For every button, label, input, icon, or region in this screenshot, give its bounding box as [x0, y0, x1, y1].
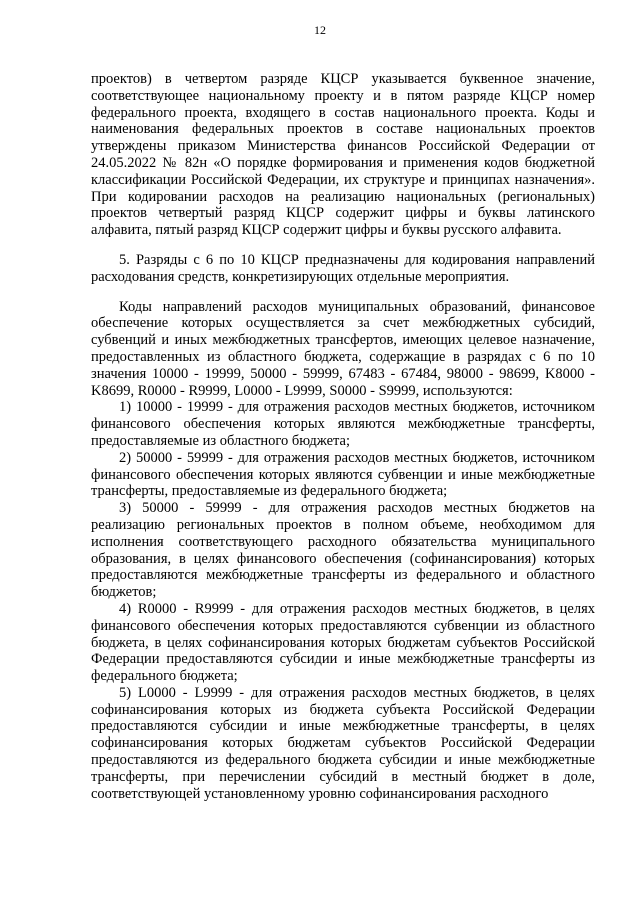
list-item-4: 4) R0000 - R9999 - для отражения расходов местных бюджетов, в целях финансового обеспечения которых предоставляются субвенции из областного бюджета, в целях софинансирования которых бюджетам субъектов Российской Федерации предоставляются субсидии и иные межбюджетные трансферты из федерального бюджета;	[91, 600, 595, 685]
list-item-2: 2) 50000 - 59999 - для отражения расходов местных бюджетов, источником финансового обеспечения которых являются субвенции и иные межбюджетные трансферты, предоставляемые из федерального бюджета;	[91, 449, 595, 500]
paragraph-expense-codes: Коды направлений расходов муниципальных образований, финансовое обеспечение которых осуществляется за счет межбюджетных субсидий, субвенций и иных межбюджетных трансфертов, имеющих целевое назначение, предоставленных из областного бюджета, содержащие в разрядах с 6 по 10 значения 10000 - 19999, 50000 - 59999, 67483 - 67484, 98000 - 98699, K8000 - K8699, R0000 - R9999, L0000 - L9999, S0000 - S9999, используются:	[91, 298, 595, 399]
paragraph-section-5: 5. Разряды с 6 по 10 КЦСР предназначены для кодирования направлений расходования средств, конкретизирующих отдельные мероприятия.	[91, 251, 595, 285]
list-item-5: 5) L0000 - L9999 - для отражения расходов местных бюджетов, в целях софинансирования которых из бюджета субъекта Российской Федерации предоставляются субсидии и иные межбюджетные трансферты, в целях софинансирования которых бюджетам субъектов Российской Федерации предоставляются из федерального бюджета субсидии и иные межбюджетные трансферты, при перечислении субсидий в местный бюджет в доле, соответствующей установленному уровню софинансирования расходного	[91, 684, 595, 802]
list-item-1: 1) 10000 - 19999 - для отражения расходов местных бюджетов, источником финансового обеспечения которых являются межбюджетные трансферты, предоставляемые из областного бюджета;	[91, 399, 595, 449]
paragraph-national-projects: проектов) в четвертом разряде КЦСР указывается буквенное значение, соответствующее национальному проекту и в пятом разряде КЦСР номер федерального проекта, входящего в состав национального проекта. Коды и наименования федеральных проектов в составе национальных проектов утверждены приказом Министерства финансов Российской Федерации от 24.05.2022 № 82н «О порядке формирования и применения кодов бюджетной классификации Российской Федерации, их структуре и принципах назначения». При кодировании расходов на реализацию национальных (региональных) проектов четвертый разряд КЦСР содержит цифры и буквы латинского алфавита, пятый разряд КЦСР содержит цифры и буквы русского алфавита.	[91, 71, 595, 239]
document-body	[91, 71, 595, 802]
page-number: 12	[314, 23, 326, 37]
list-item-3: 3) 50000 - 59999 - для отражения расходов местных бюджетов на реализацию региональных проектов в полном объеме, необходимом для исполнения соответствующего расходного обязательства муниципального образования, в целях финансового обеспечения (софинансирования) которых предоставляются межбюджетные трансферты из федерального и областного бюджетов;	[91, 500, 595, 601]
